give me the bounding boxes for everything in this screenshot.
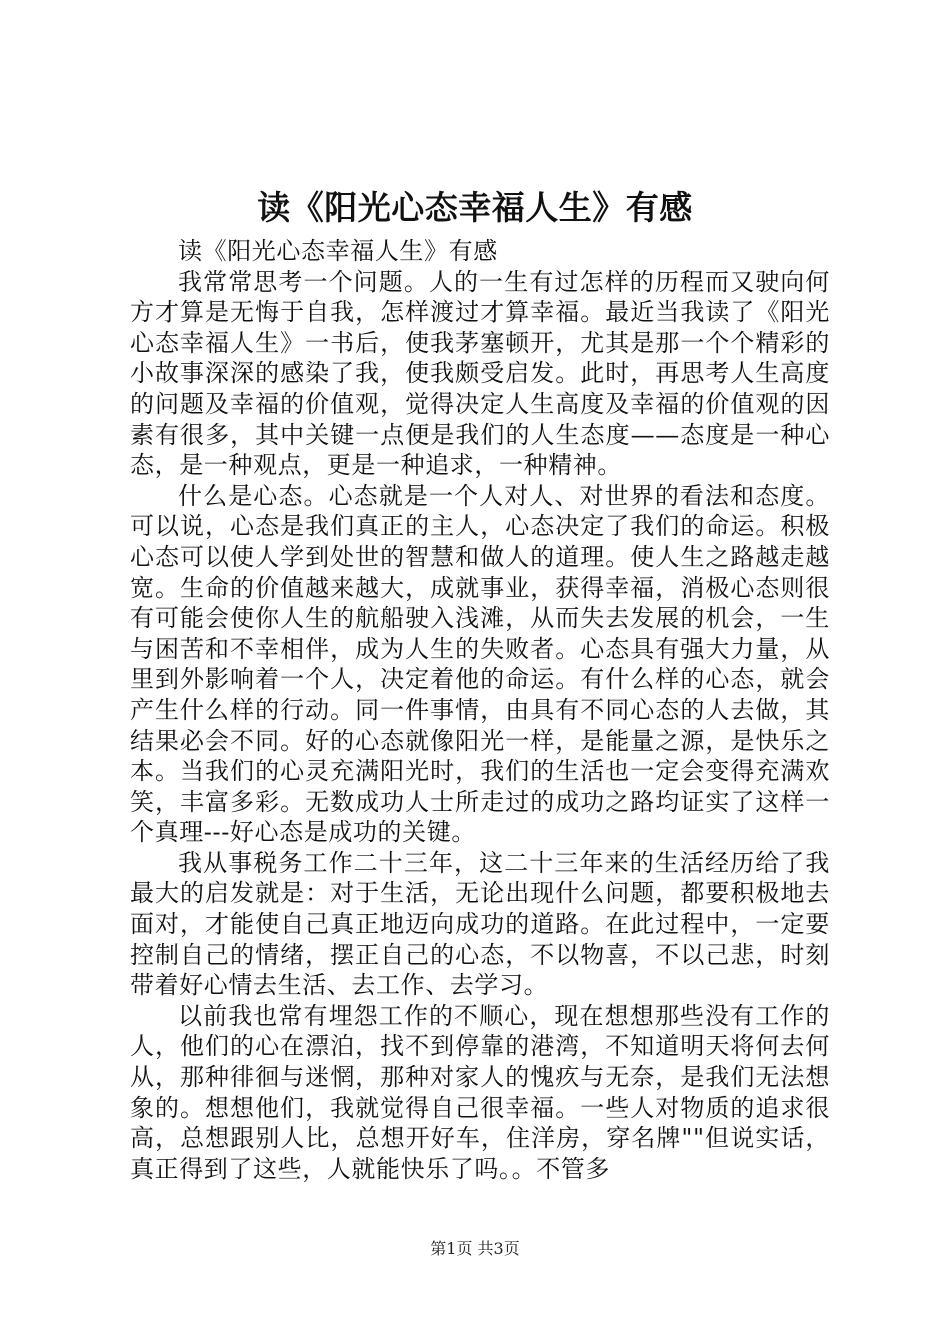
document-title: 读《阳光心态幸福人生》有感 bbox=[257, 188, 693, 227]
paragraph: 什么是心态。心态就是一个人对人、对世界的看法和态度。可以说，心态是我们真正的主人，心态决定了我们的命运。积极心态可以使人学到处世的智慧和做人的道理。使人生之路越走越宽。生命的价值越来越大，成就事业，获得幸福，消极心态则很有可能会使你人生的航船驶入浅滩，从而失去发展的机会，一生与困苦和不幸相伴，成为人生的失败者。心态具有强大力量，从里到外影响着一个人，决定着他的命运。有什么样的心态，就会产生什么样的行动。同一件事情，由具有不同心态的人去做，其结果必会不同。好的心态就像阳光一样，是能量之源，是快乐之本。当我们的心灵充满阳光时，我们的生活也一定会变得充满欢笑，丰富多彩。无数成功人士所走过的成功之路均证实了这样一个真理---好心态是成功的关键。 bbox=[130, 481, 830, 847]
paragraph: 以前我也常有埋怨工作的不顺心，现在想想那些没有工作的人，他们的心在漂泊，找不到停靠的港湾，不知道明天将何去何从，那种徘徊与迷惘，那种对家人的愧疚与无奈，是我们无法想象的。想想他们，我就觉得自己很幸福。一些人对物质的追求很高，总想跟别人比，总想开好车，住洋房，穿名牌""但说实话，真正得到了这些，人就能快乐了吗。。不管多 bbox=[130, 1001, 830, 1183]
page-indicator: 第1页 共3页 bbox=[430, 1239, 520, 1258]
paragraph-subtitle: 读《阳光心态幸福人生》有感 bbox=[178, 237, 498, 265]
paragraph: 我常常思考一个问题。人的一生有过怎样的历程而又驶向何方才算是无悔于自我，怎样渡过才算幸福。最近当我读了《阳光心态幸福人生》一书后，使我茅塞顿开，尤其是那一个个精彩的小故事深深的感染了我，使我颇受启发。此时，再思考人生高度的问题及幸福的价值观，觉得决定人生高度及幸福的价值观的因素有很多，其中关键一点便是我们的人生态度——态度是一种心态，是一种观点，更是一种追求，一种精神。 bbox=[130, 267, 830, 480]
paragraph: 我从事税务工作二十三年，这二十三年来的生活经历给了我最大的启发就是：对于生活，无论出现什么问题，都要积极地去面对，才能使自己真正地迈向成功的道路。在此过程中，一定要控制自己的情绪，摆正自己的心态，不以物喜，不以己悲，时刻带着好心情去生活、去工作、去学习。 bbox=[130, 848, 830, 1000]
document-body bbox=[130, 236, 830, 1184]
page-footer bbox=[0, 1238, 950, 1260]
